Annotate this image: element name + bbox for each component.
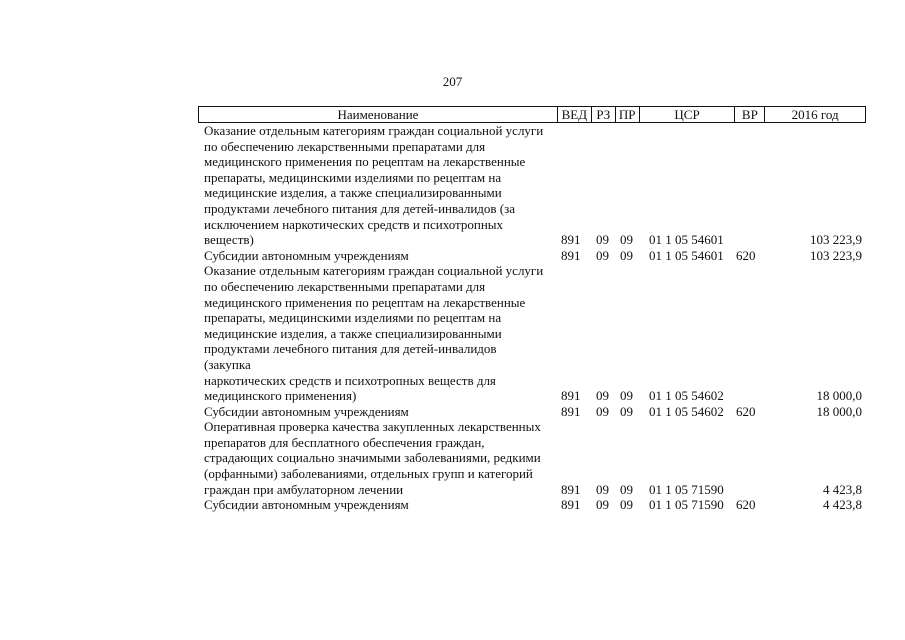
row-name-line: граждан при амбулаторном лечении — [204, 481, 404, 497]
row-name-line: страдающих социально значимыми заболеваниями, редкими — [204, 450, 541, 466]
csr-cell: 01 1 05 54602 — [649, 403, 724, 419]
row-name-line: продуктами лечебного питания для детей-инвалидов (закупка — [204, 341, 497, 372]
header-vr: ВР — [735, 107, 765, 122]
amount-cell: 103 223,9 — [810, 247, 862, 263]
table-row — [198, 248, 866, 264]
rz-cell: 09 — [596, 247, 609, 263]
row-name — [198, 263, 544, 403]
pr-cell: 09 — [620, 247, 633, 263]
pr-cell: 09 — [620, 232, 633, 248]
row-name-line: веществ) — [204, 232, 254, 248]
pr-cell: 09 — [620, 403, 633, 419]
header-name: Наименование — [199, 107, 558, 122]
header-ved: ВЕД — [558, 107, 592, 122]
csr-cell: 01 1 05 71590 — [649, 497, 724, 513]
row-name-line: медицинские изделия, а также специализированными — [204, 325, 502, 341]
csr-cell: 01 1 05 54602 — [649, 388, 724, 404]
row-codes — [198, 232, 866, 248]
header-year: 2016 год — [791, 107, 839, 122]
amount-cell: 4 423,8 — [823, 497, 862, 513]
vr-cell: 620 — [736, 497, 756, 513]
row-name-line: наркотических средств и психотропных веществ для — [204, 372, 496, 388]
row-name-line: препараты, медицинскими изделиями по рецептам на — [204, 310, 502, 326]
ved-cell: 891 — [561, 481, 581, 497]
table-body — [198, 123, 866, 513]
row-codes — [198, 248, 866, 264]
pr-cell: 09 — [620, 497, 633, 513]
row-codes — [198, 404, 866, 420]
row-name-line: Субсидии автономным учреждениям — [204, 247, 409, 263]
row-name-line: Оказание отдельным категориям граждан социальной услуги — [204, 263, 544, 279]
ved-cell: 891 — [561, 497, 581, 513]
row-name-line: Оперативная проверка качества закупленных лекарственных — [204, 419, 541, 435]
page-number: 207 — [442, 74, 463, 89]
ved-cell: 891 — [561, 388, 581, 404]
row-name-line: медицинского применения по рецептам на лекарственные — [204, 294, 526, 310]
vr-cell: 620 — [736, 403, 756, 419]
row-name-line: Субсидии автономным учреждениям — [204, 403, 409, 419]
row-codes — [198, 497, 866, 513]
table-row — [198, 404, 866, 420]
row-name — [198, 123, 544, 248]
table-row — [198, 263, 866, 403]
header-pr: ПР — [616, 107, 640, 122]
amount-cell: 18 000,0 — [816, 388, 862, 404]
amount-cell: 4 423,8 — [823, 481, 862, 497]
rz-cell: 09 — [596, 403, 609, 419]
row-codes — [198, 482, 866, 498]
amount-cell: 103 223,9 — [810, 232, 862, 248]
table-header — [198, 106, 866, 123]
csr-cell: 01 1 05 54601 — [649, 232, 724, 248]
row-name-line: препараты, медицинскими изделиями по рецептам на — [204, 169, 502, 185]
row-codes — [198, 388, 866, 404]
table-row — [198, 123, 866, 248]
header-csr: ЦСР — [640, 107, 736, 122]
row-name-line: (орфанными) заболеваниями, отдельных групп и категорий — [204, 466, 533, 482]
budget-table — [198, 106, 866, 513]
header-rz: РЗ — [592, 107, 616, 122]
row-name-line: медицинского применения по рецептам на лекарственные — [204, 154, 526, 170]
rz-cell: 09 — [596, 232, 609, 248]
row-name-line: исключением наркотических средств и психотропных — [204, 216, 504, 232]
row-name-line: по обеспечению лекарственными препаратами для — [204, 278, 486, 294]
csr-cell: 01 1 05 71590 — [649, 481, 724, 497]
vr-cell: 620 — [736, 247, 756, 263]
row-name-line: медицинские изделия, а также специализированными — [204, 185, 502, 201]
pr-cell: 09 — [620, 388, 633, 404]
table-row — [198, 419, 866, 497]
rz-cell: 09 — [596, 497, 609, 513]
row-name-line: Субсидии автономным учреждениям — [204, 497, 409, 513]
row-name-line: препаратов для бесплатного обеспечения граждан, — [204, 434, 485, 450]
table-row — [198, 497, 866, 513]
rz-cell: 09 — [596, 481, 609, 497]
ved-cell: 891 — [561, 247, 581, 263]
ved-cell: 891 — [561, 232, 581, 248]
row-name-line: Оказание отдельным категориям граждан социальной услуги — [204, 123, 544, 138]
ved-cell: 891 — [561, 403, 581, 419]
rz-cell: 09 — [596, 388, 609, 404]
amount-cell: 18 000,0 — [816, 403, 862, 419]
row-name-line: медицинского применения) — [204, 388, 357, 404]
pr-cell: 09 — [620, 481, 633, 497]
csr-cell: 01 1 05 54601 — [649, 247, 724, 263]
row-name-line: продуктами лечебного питания для детей-инвалидов (за — [204, 200, 516, 216]
row-name-line: по обеспечению лекарственными препаратами для — [204, 138, 486, 154]
